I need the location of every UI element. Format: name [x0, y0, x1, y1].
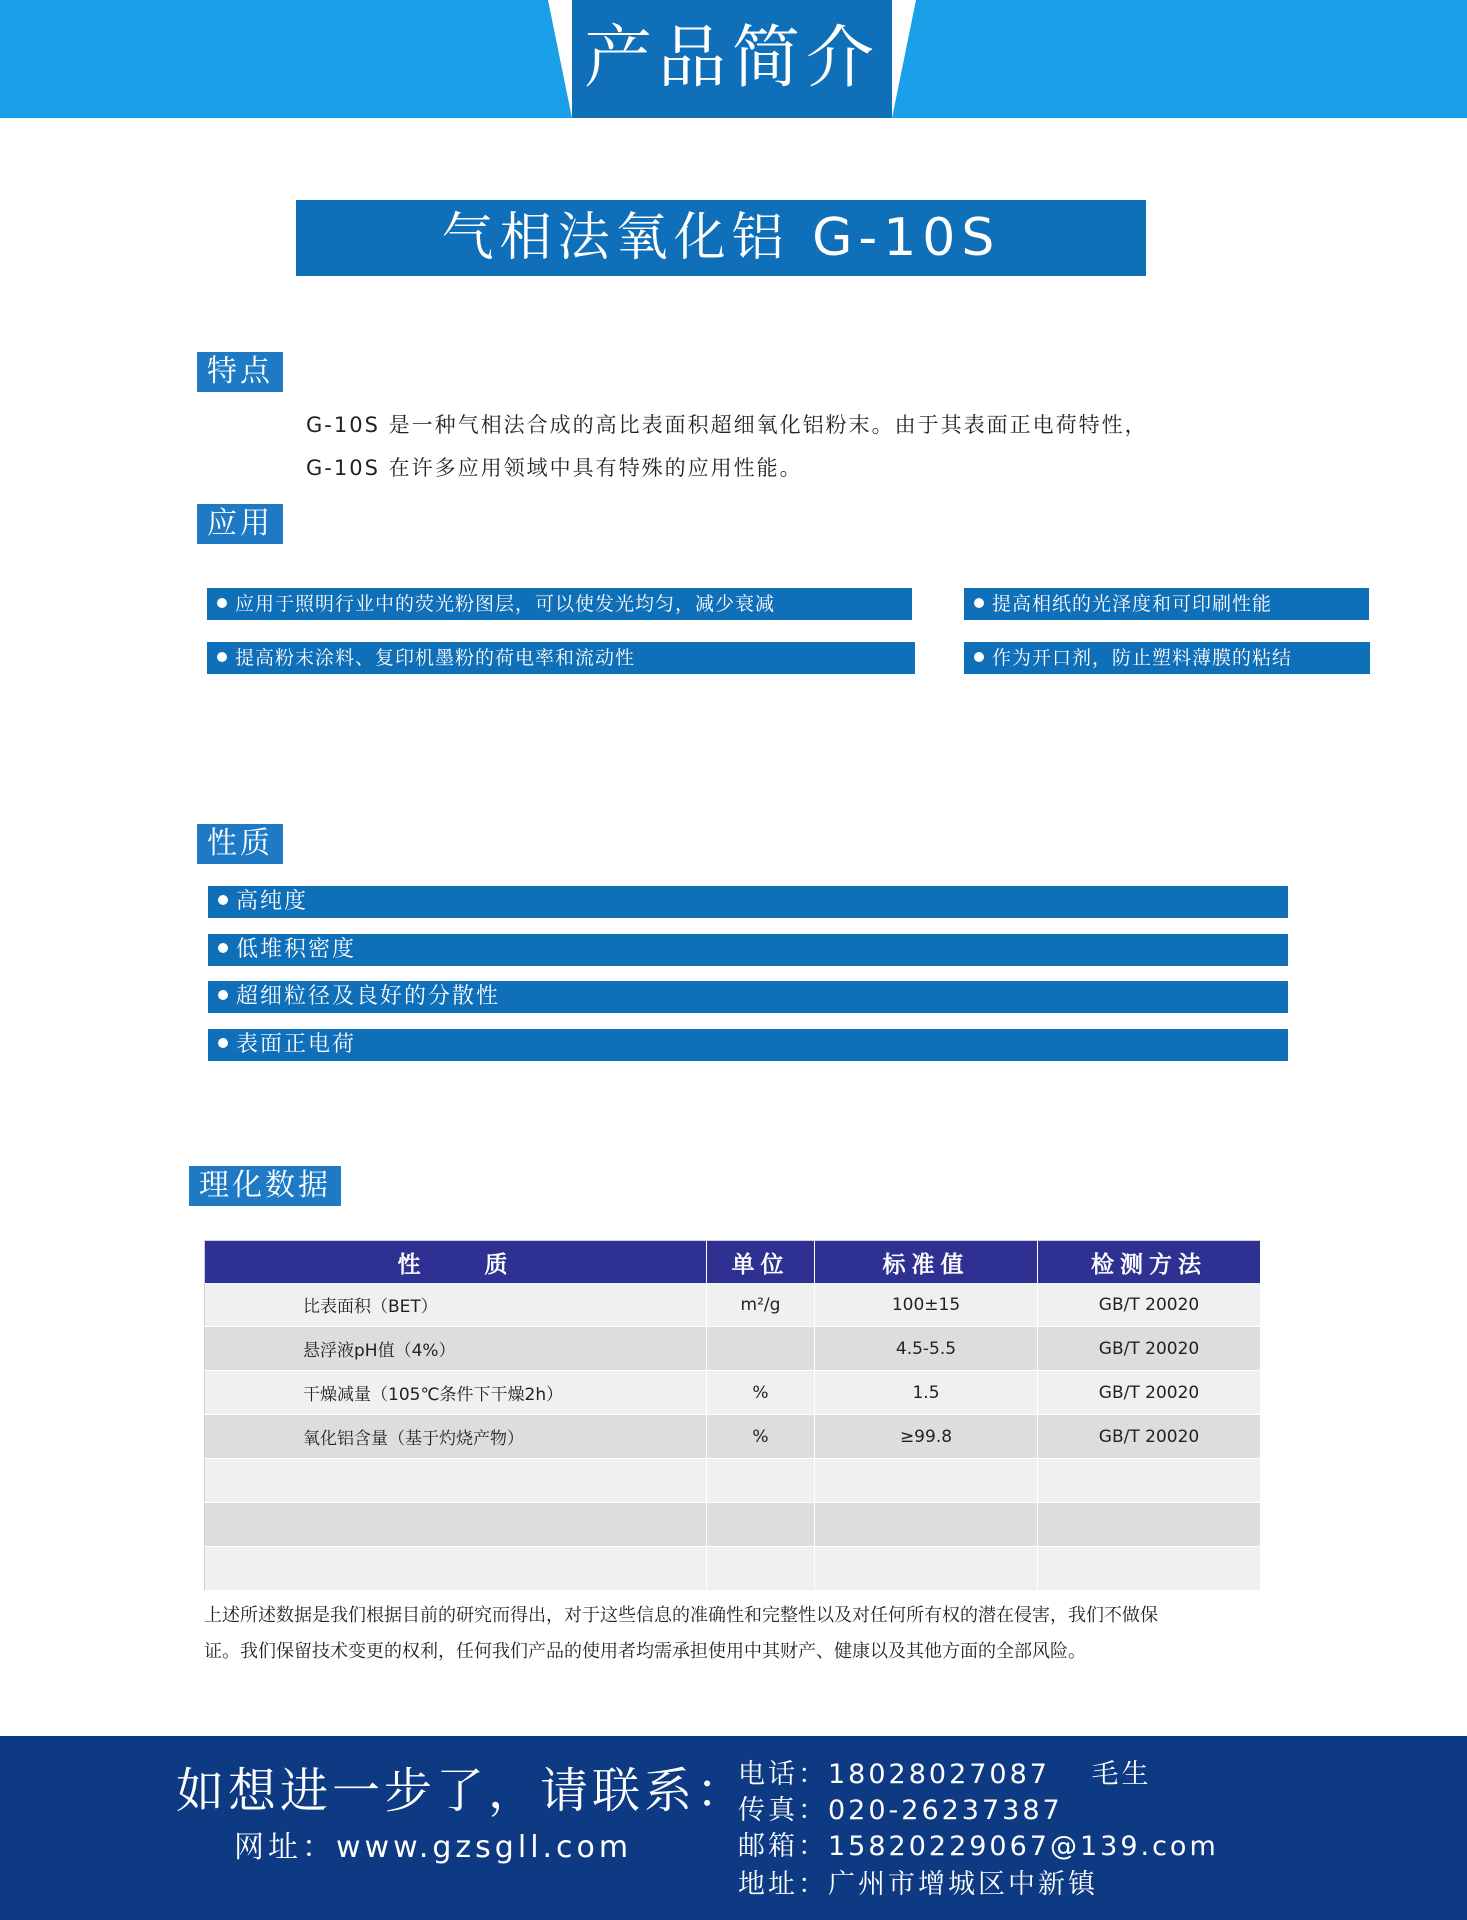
cell-method: GB/T 20020 — [1038, 1415, 1261, 1459]
footer-fax: 传真：020-26237387 — [738, 1795, 1063, 1826]
footer-address: 地址：广州市增城区中新镇 — [738, 1869, 1098, 1900]
cell-unit: % — [707, 1415, 815, 1459]
disclaimer-line-2: 证。我们保留技术变更的权利，任何我们产品的使用者均需承担使用中其财产、健康以及其他方面的全部风险。 — [204, 1641, 1086, 1662]
bullet-icon — [218, 943, 228, 953]
property-text: 低堆积密度 — [236, 937, 357, 962]
property-item — [208, 934, 1288, 966]
property-text: 高纯度 — [236, 889, 309, 914]
features-label: 特点 — [197, 352, 283, 392]
cell-unit: % — [707, 1371, 815, 1415]
product-title: 气相法氧化铝 G-10S — [296, 200, 1146, 276]
table-row — [205, 1283, 1261, 1327]
bullet-icon — [974, 598, 984, 608]
cell-standard: ≥99.8 — [815, 1415, 1038, 1459]
cell-method: GB/T 20020 — [1038, 1327, 1261, 1371]
cell-standard: 1.5 — [815, 1371, 1038, 1415]
bullet-icon — [974, 652, 984, 662]
table-row-empty — [205, 1459, 1261, 1503]
column-header-property: 性 质 — [205, 1241, 707, 1284]
cell-standard: 100±15 — [815, 1283, 1038, 1327]
footer-cta: 如想进一步了，请联系： — [176, 1763, 749, 1819]
data-section-label: 理化数据 — [189, 1166, 341, 1206]
features-line-2: G-10S 在许多应用领域中具有特殊的应用性能。 — [306, 456, 803, 480]
cell-unit — [707, 1327, 815, 1371]
application-item — [207, 588, 912, 620]
applications-label: 应用 — [197, 504, 283, 544]
footer-phone: 电话：18028027087 毛生 — [738, 1759, 1152, 1790]
cell-standard: 4.5-5.5 — [815, 1327, 1038, 1371]
table-row — [205, 1415, 1261, 1459]
cell-method: GB/T 20020 — [1038, 1283, 1261, 1327]
application-text: 提高粉末涂料、复印机墨粉的荷电率和流动性 — [235, 647, 636, 669]
bullet-icon — [218, 895, 228, 905]
bullet-icon — [218, 1038, 228, 1048]
table-row — [205, 1327, 1261, 1371]
table-row-empty — [205, 1547, 1261, 1591]
footer-email[interactable]: 邮箱：15820229067@139.com — [738, 1831, 1219, 1862]
cell-method: GB/T 20020 — [1038, 1371, 1261, 1415]
table-row-empty — [205, 1503, 1261, 1547]
table-row — [205, 1371, 1261, 1415]
property-text: 表面正电荷 — [236, 1032, 357, 1057]
cell-property: 比表面积（BET） — [205, 1283, 707, 1327]
application-text: 应用于照明行业中的荧光粉图层，可以使发光均匀，减少衰减 — [235, 593, 776, 615]
cell-property: 悬浮液pH值（4%） — [205, 1327, 707, 1371]
property-item — [208, 886, 1288, 918]
bullet-icon — [218, 990, 228, 1000]
header-slope-right — [892, 0, 916, 118]
property-item — [208, 1029, 1288, 1061]
header-slope-left — [548, 0, 572, 118]
application-text: 提高相纸的光泽度和可印刷性能 — [992, 593, 1273, 615]
disclaimer — [204, 1598, 1264, 1670]
footer-website[interactable]: 网址：www.gzsgll.com — [234, 1830, 633, 1865]
application-text: 作为开口剂，防止塑料薄膜的粘结 — [992, 647, 1293, 669]
property-text: 超细粒径及良好的分散性 — [236, 984, 501, 1009]
column-header-unit: 单位 — [707, 1241, 815, 1284]
application-item — [964, 588, 1369, 620]
features-line-1: G-10S 是一种气相法合成的高比表面积超细氧化铝粉末。由于其表面正电荷特性， — [306, 413, 1148, 437]
data-table — [204, 1240, 1261, 1591]
cell-property: 干燥减量（105℃条件下干燥2h） — [205, 1371, 707, 1415]
column-header-method: 检测方法 — [1038, 1241, 1261, 1284]
cell-unit: m²/g — [707, 1283, 815, 1327]
bullet-icon — [217, 598, 227, 608]
cell-property: 氧化铝含量（基于灼烧产物） — [205, 1415, 707, 1459]
page-title: 产品简介 — [572, 0, 892, 118]
bullet-icon — [217, 652, 227, 662]
property-item — [208, 981, 1288, 1013]
column-header-standard: 标准值 — [815, 1241, 1038, 1284]
application-item — [207, 642, 915, 674]
properties-label: 性质 — [197, 824, 283, 864]
application-item — [964, 642, 1370, 674]
disclaimer-line-1: 上述所述数据是我们根据目前的研究而得出，对于这些信息的准确性和完整性以及对任何所有权的潜在侵害，我们不做保 — [204, 1605, 1158, 1626]
